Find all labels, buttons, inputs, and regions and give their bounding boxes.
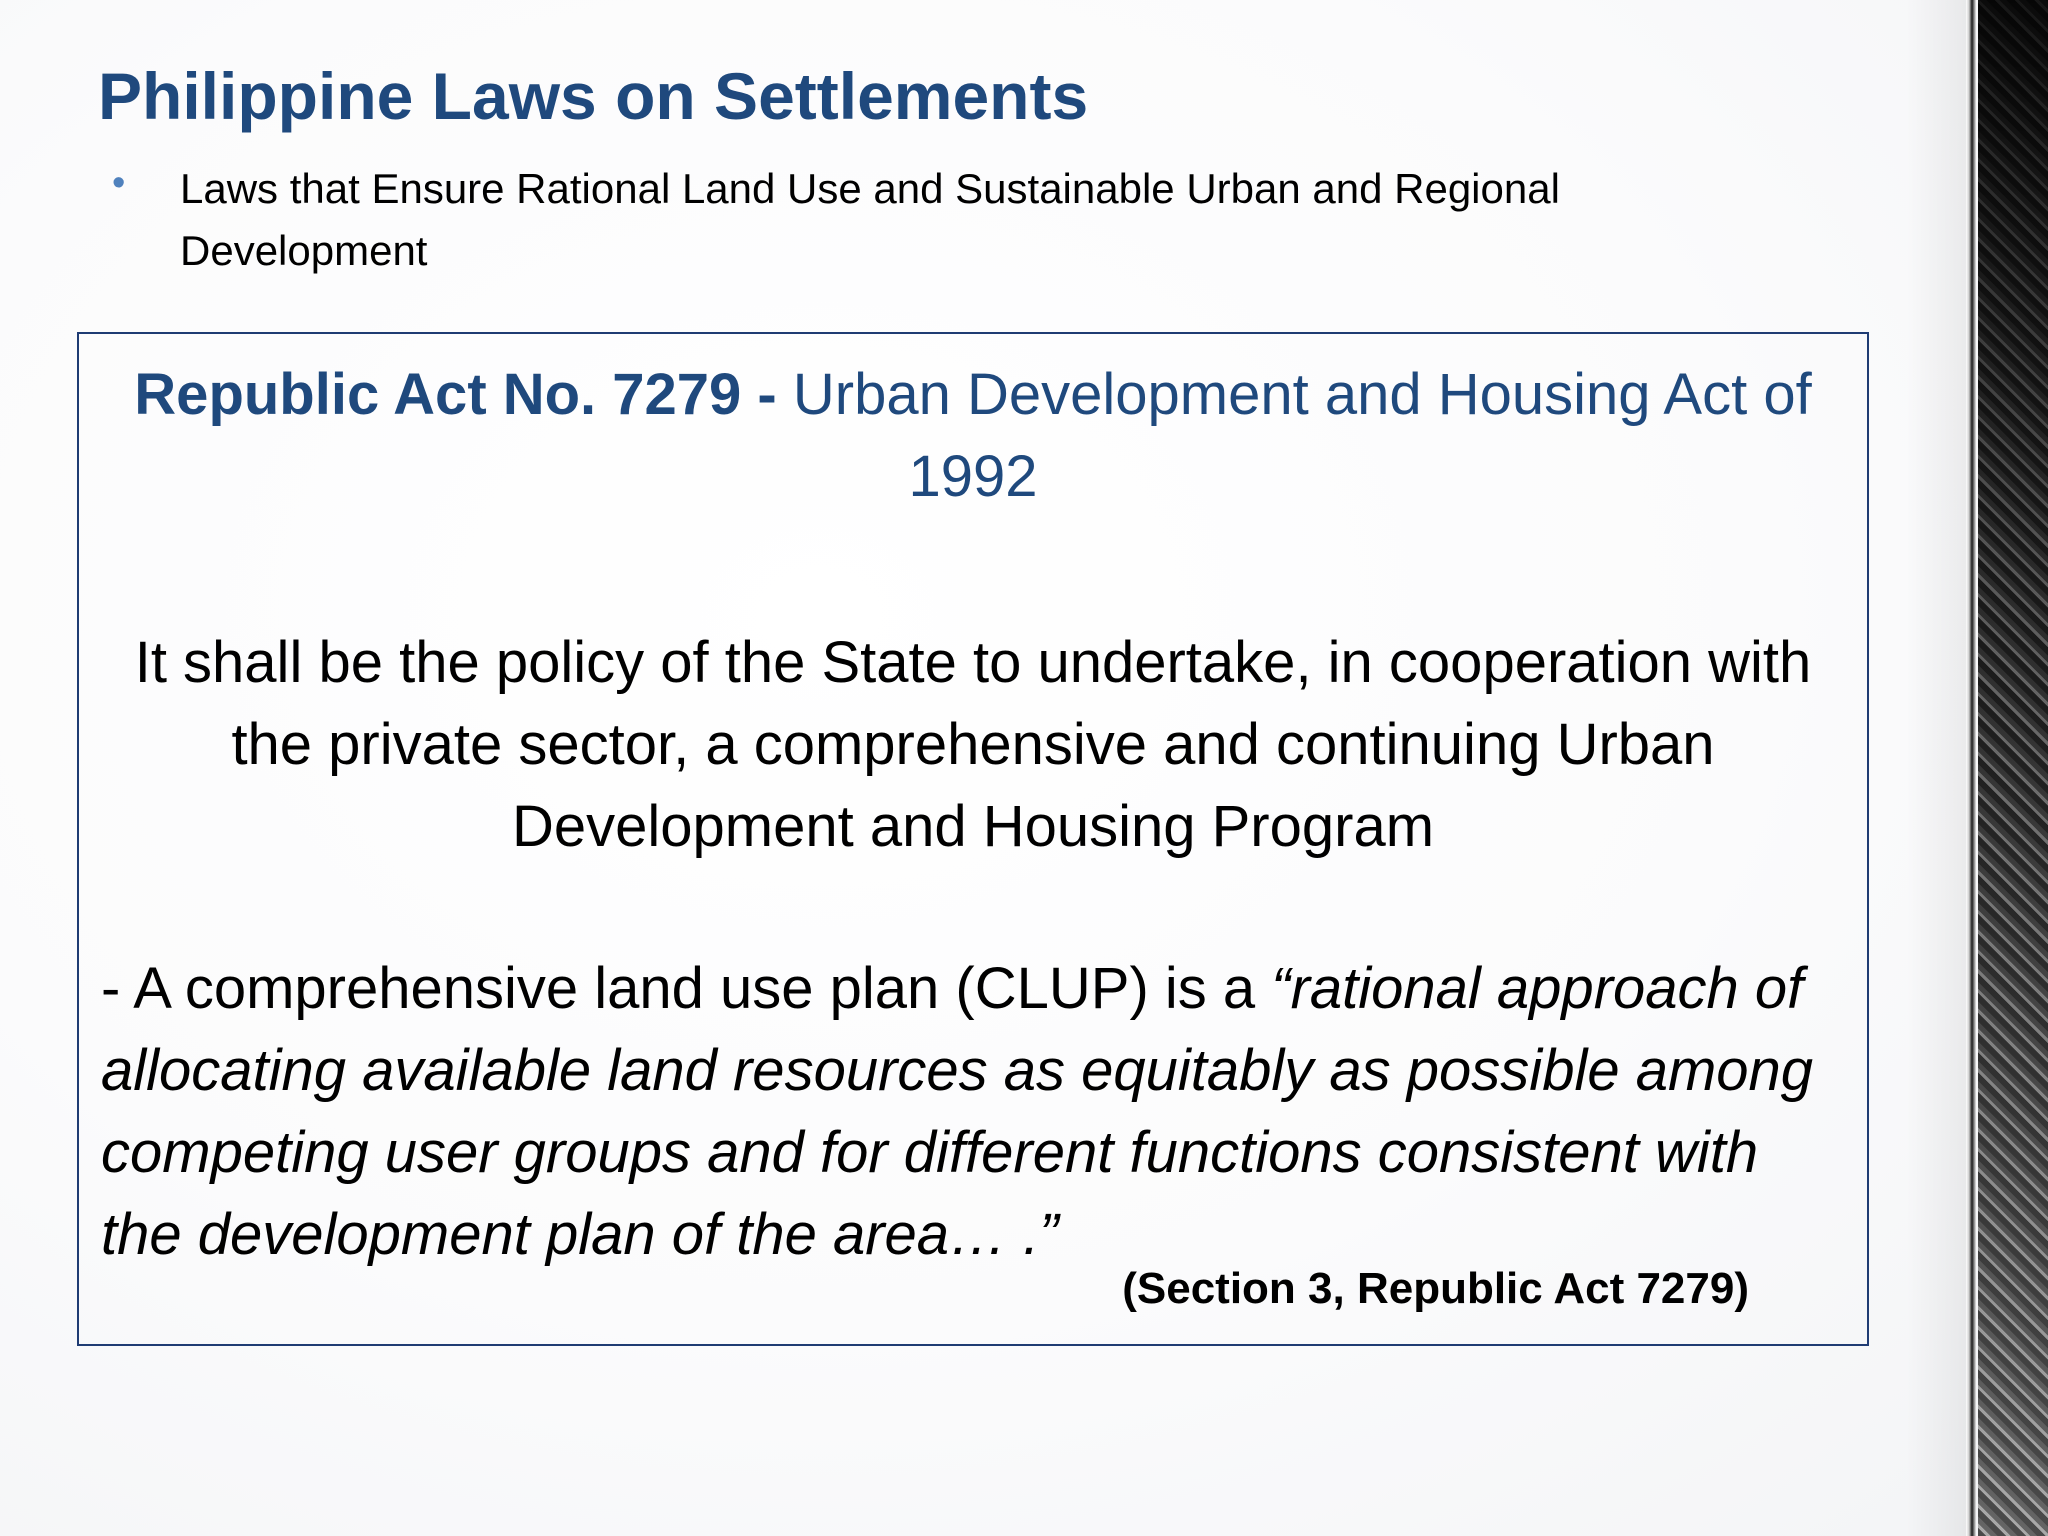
- edge-highlight-line: [1966, 0, 1976, 1536]
- slide-title: Philippine Laws on Settlements: [98, 59, 1089, 133]
- clup-definition: [101, 948, 1845, 1276]
- act-content-box: [77, 332, 1869, 1346]
- act-name: Urban Development and Housing Act of 1992: [792, 362, 1812, 509]
- clup-quote: “rational approach of allocating available land resources as equitably as possible among competing user groups and for different functions consistent with the development plan of the area… .”: [101, 956, 1814, 1267]
- bullet-item: [112, 158, 1752, 282]
- decorative-edge-strip: [1978, 0, 2048, 1536]
- policy-statement: It shall be the policy of the State to undertake, in cooperation with the private sector, a comprehensive and continuing Urban Development and Housing Program: [134, 630, 1812, 859]
- clup-intro: - A comprehensive land use plan (CLUP) is a: [101, 956, 1272, 1021]
- bullet-dot-icon: •: [112, 162, 126, 204]
- citation: (Section 3, Republic Act 7279): [1122, 1264, 1749, 1313]
- act-heading: [101, 354, 1845, 518]
- edge-shadow: [1906, 0, 1966, 1536]
- act-number: Republic Act No. 7279 -: [134, 362, 777, 427]
- bullet-text: Laws that Ensure Rational Land Use and Sustainable Urban and Regional Development: [180, 165, 1560, 274]
